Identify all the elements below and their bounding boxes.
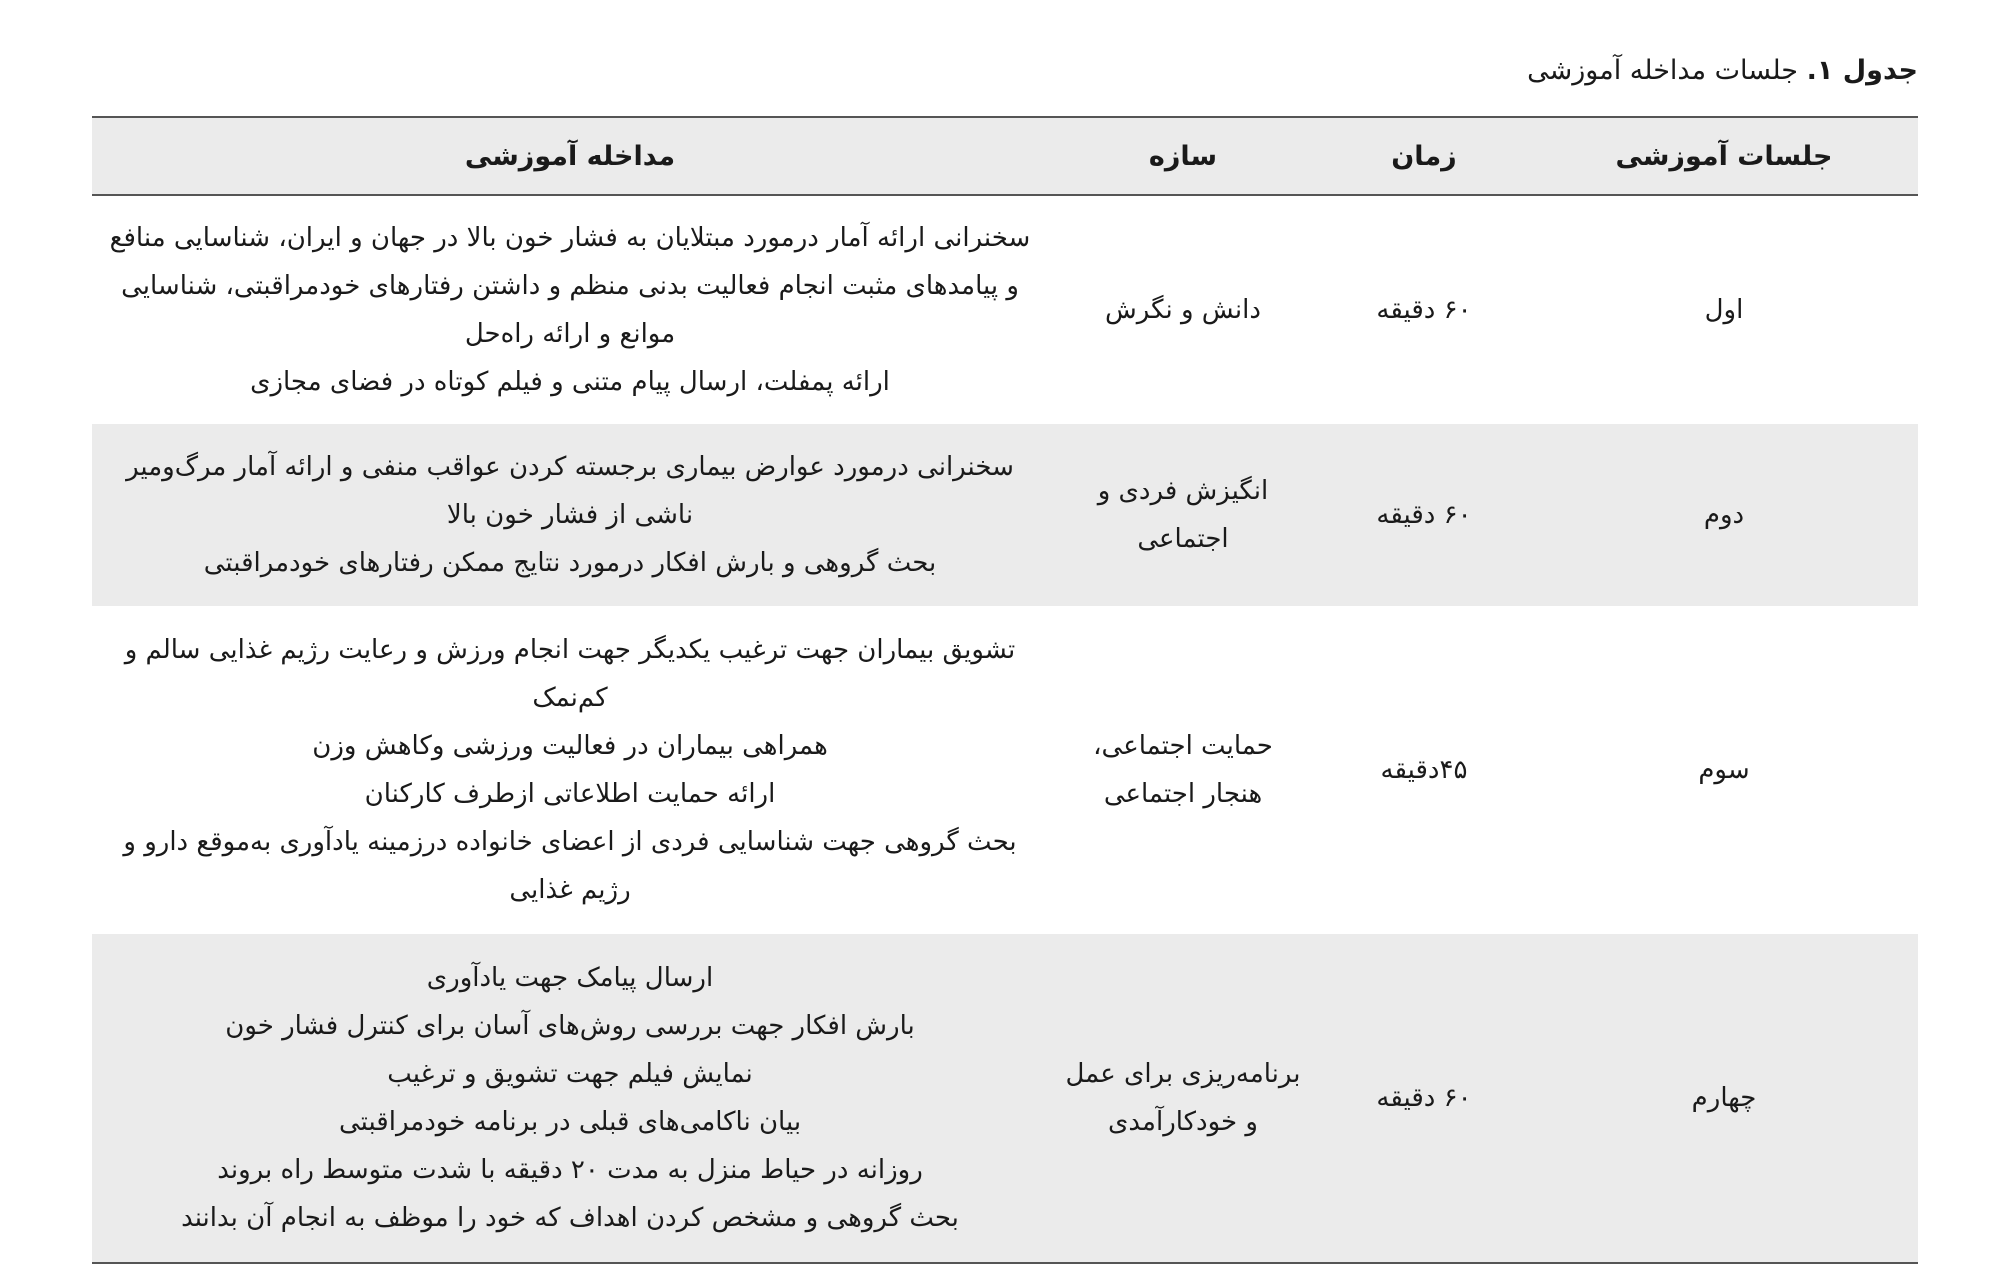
intervention-line: ارائه پمفلت، ارسال پیام متنی و فیلم کوتاه در فضای مجازی xyxy=(250,367,890,397)
cell-session: سوم xyxy=(1698,755,1750,785)
document-page xyxy=(92,0,1918,1264)
construct-line: انگیزش فردی و xyxy=(1097,476,1269,506)
header-session: جلسات آموزشی xyxy=(1615,140,1833,172)
cell-construct xyxy=(1048,424,1318,606)
cell-construct xyxy=(1048,934,1318,1263)
cell-time: ۶۰ دقیقه xyxy=(1376,500,1472,530)
construct-line: اجتماعی xyxy=(1137,524,1229,554)
header-construct: سازه xyxy=(1148,140,1218,172)
cell-session: چهارم xyxy=(1691,1083,1757,1113)
table-caption-label: جدول ۱. xyxy=(1806,55,1918,86)
cell-time: ۶۰ دقیقه xyxy=(1376,295,1472,325)
intervention-line: روزانه در حیاط منزل به مدت ۲۰ دقیقه با شدت متوسط راه بروند xyxy=(217,1155,923,1185)
cell-intervention xyxy=(92,195,1048,424)
intervention-line: بحث گروهی جهت شناسایی فردی از اعضای خانواده درزمینه یادآوری به‌موقع دارو و رژیم غذایی xyxy=(123,827,1017,905)
table-header-row xyxy=(92,117,1918,195)
cell-intervention xyxy=(92,934,1048,1263)
cell-construct xyxy=(1048,195,1318,424)
table-row xyxy=(92,424,1918,606)
table-caption-text: جلسات مداخله آموزشی xyxy=(1527,55,1798,86)
intervention-line: بحث گروهی و بارش افکار درمورد نتایج ممکن رفتارهای خودمراقبتی xyxy=(203,548,937,578)
intervention-line: ارائه حمایت اطلاعاتی ازطرف کارکنان xyxy=(364,779,776,809)
table-caption xyxy=(92,50,1918,92)
cell-intervention xyxy=(92,606,1048,934)
table-row xyxy=(92,606,1918,934)
cell-construct xyxy=(1048,606,1318,934)
cell-time: ۴۵دقیقه xyxy=(1380,755,1468,785)
cell-time: ۶۰ دقیقه xyxy=(1376,1083,1472,1113)
intervention-line: نمایش فیلم جهت تشویق و ترغیب xyxy=(387,1059,753,1089)
header-intervention: مداخله آموزشی xyxy=(464,140,676,172)
intervention-line: همراهی بیماران در فعالیت ورزشی وکاهش وزن xyxy=(312,731,828,761)
table-row xyxy=(92,934,1918,1263)
construct-line: و خودکارآمدی xyxy=(1108,1107,1258,1137)
intervention-line: سخنرانی ارائه آمار درمورد مبتلایان به فشار خون بالا در جهان و ایران، شناسایی منافع و پیامدهای مثبت انجام فعالیت بدنی منظم و داشتن رفتارهای خودمراقبتی، شناسایی موانع و ارائه راه‌حل xyxy=(109,223,1031,349)
construct-line: حمایت اجتماعی، xyxy=(1093,731,1273,761)
header-time: زمان xyxy=(1391,140,1457,172)
sessions-table xyxy=(92,116,1918,1264)
intervention-line: ارسال پیامک جهت یادآوری xyxy=(426,963,714,993)
intervention-line: بارش افکار جهت بررسی روش‌های آسان برای کنترل فشار خون xyxy=(225,1011,915,1041)
intervention-line: بیان ناکامی‌های قبلی در برنامه خودمراقبتی xyxy=(338,1107,802,1137)
construct-line: دانش و نگرش xyxy=(1105,295,1261,325)
intervention-line: بحث گروهی و مشخص کردن اهداف که خود را موظف به انجام آن بدانند xyxy=(181,1203,959,1233)
construct-line: هنجار اجتماعی xyxy=(1103,779,1263,809)
intervention-line: تشویق بیماران جهت ترغیب یکدیگر جهت انجام ورزش و رعایت رژیم غذایی سالم و کم‌نمک xyxy=(124,635,1016,713)
cell-intervention xyxy=(92,424,1048,606)
table-row xyxy=(92,195,1918,424)
cell-session: دوم xyxy=(1703,500,1745,530)
construct-line: برنامه‌ریزی برای عمل xyxy=(1065,1059,1301,1089)
intervention-line: سخنرانی درمورد عوارض بیماری برجسته کردن عواقب منفی و ارائه آمار مرگ‌ومیر ناشی از فشار خون بالا xyxy=(126,452,1014,530)
cell-session: اول xyxy=(1704,295,1744,325)
